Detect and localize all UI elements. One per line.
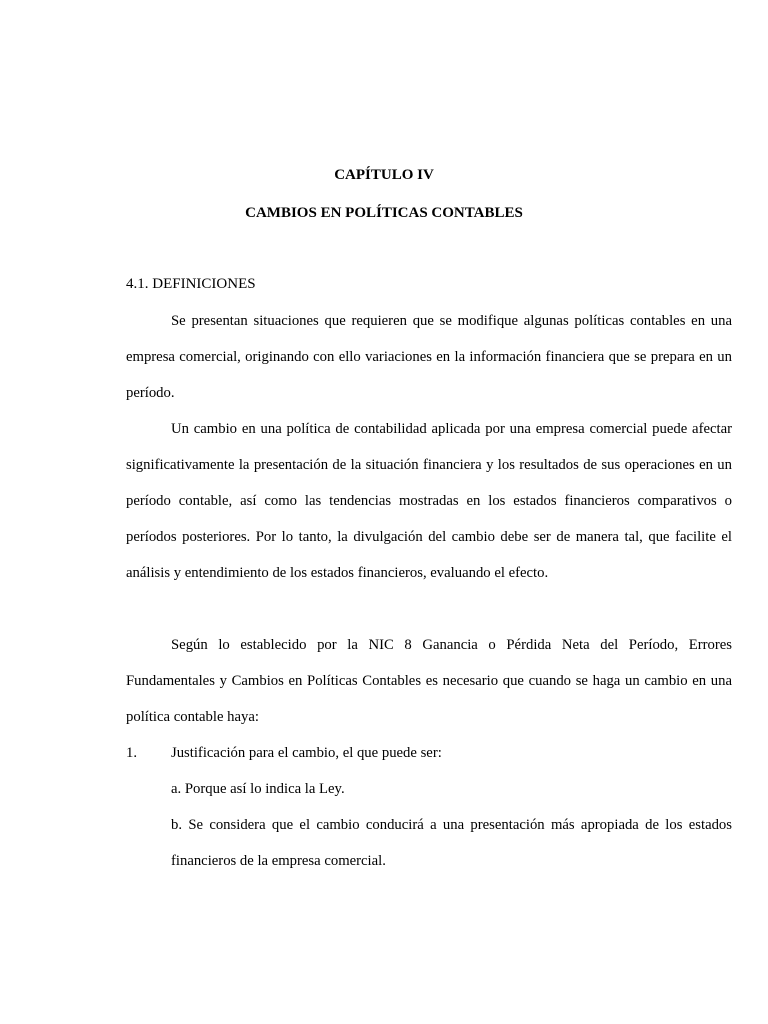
list-item-number: 1. bbox=[126, 745, 138, 761]
section-title: 4.1. DEFINICIONES bbox=[126, 276, 256, 292]
chapter-number-heading: CAPÍTULO IV bbox=[334, 167, 434, 183]
paragraph-1: Se presentan situaciones que requieren que se modifique algunas políticas contables en una empresa comercial, originando con ello variaciones en la información financiera que se prepara en un período. bbox=[126, 313, 732, 401]
list-item-1 bbox=[126, 735, 732, 771]
paragraph-3: Según lo establecido por la NIC 8 Ganancia o Pérdida Neta del Período, Errores Fundamentales y Cambios en Políticas Contables es necesario que cuando se haga un cambio en una política contable haya: bbox=[126, 637, 732, 725]
sub-item-a: a. Porque así lo indica la Ley. bbox=[171, 781, 345, 797]
list-item-text: Justificación para el cambio, el que puede ser: bbox=[171, 745, 442, 761]
sub-item-b: b. Se considera que el cambio conducirá a una presentación más apropiada de los estados financieros de la empresa comercial. bbox=[171, 817, 732, 869]
chapter-title-heading: CAMBIOS EN POLÍTICAS CONTABLES bbox=[245, 205, 523, 221]
paragraph-2: Un cambio en una política de contabilidad aplicada por una empresa comercial puede afectar significativamente la presentación de la situación financiera y los resultados de sus operaciones en un período contable, así como las tendencias mostradas en los estados financieros comparativos o períodos posteriores. Por lo tanto, la divulgación del cambio debe ser de manera tal, que facilite el análisis y entendimiento de los estados financieros, evaluando el efecto. bbox=[126, 421, 732, 581]
